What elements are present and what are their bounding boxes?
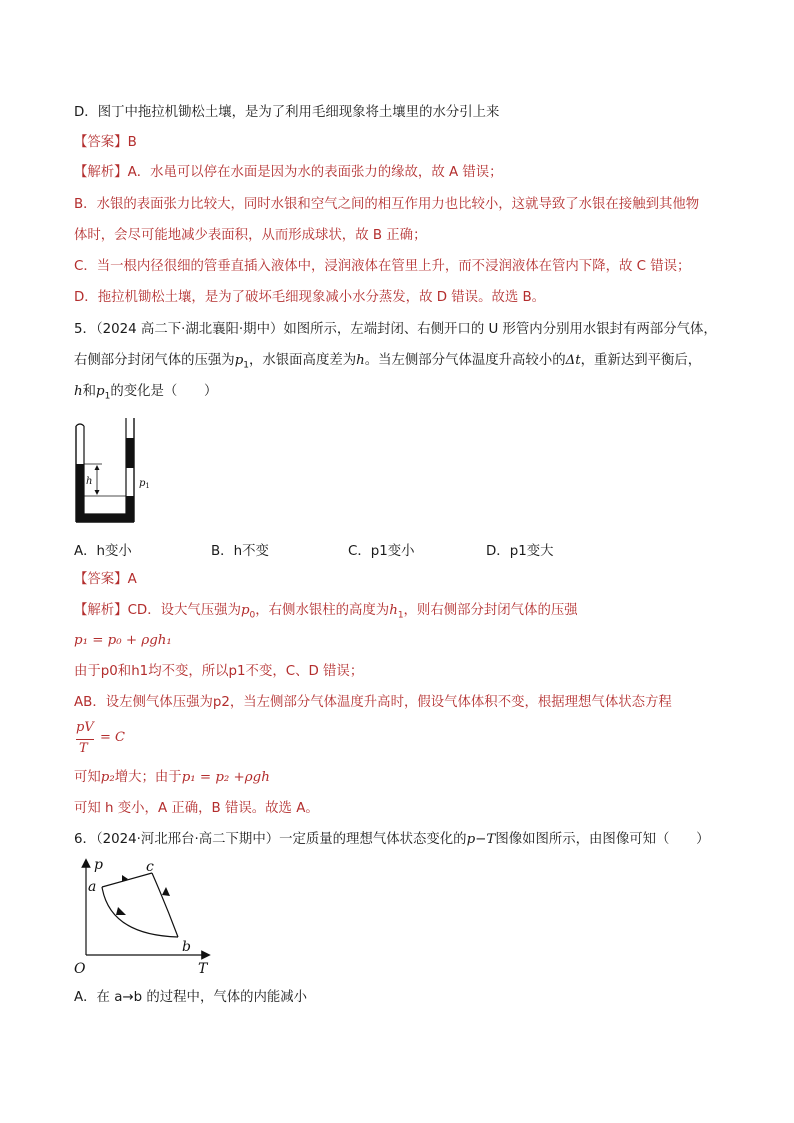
label-h: h — [86, 476, 93, 487]
answer-tag: 【答案】 — [74, 135, 128, 150]
point-a-label: a — [88, 879, 97, 895]
origin-label: O — [74, 961, 86, 977]
explain-tag: 【解析】 — [74, 165, 128, 180]
explain-4-d: D．拖拉机锄松土壤，是为了破坏毛细现象减小水分蒸发，故 D 错误。故选 B。 — [74, 290, 546, 305]
q5-option-c: C．p1变小 — [348, 544, 415, 559]
q4-option-d: D．图丁中拖拉机锄松土壤，是为了利用毛细现象将土壤里的水分引上来 — [74, 105, 500, 120]
answer-value: B — [127, 135, 137, 150]
q5-option-d: D．p1变大 — [486, 544, 554, 559]
explain-5-4: AB．设左侧气体压强为p2，当左侧部分气体温度升高时，假设气体体积不变，根据理想气体状态方程 — [74, 695, 672, 710]
explain-5-7: 可知 h 变小，A 正确，B 错误。故选 A。 — [74, 801, 319, 816]
point-b-label: b — [182, 939, 191, 955]
answer-4 — [74, 133, 137, 153]
q5-stem-3: h和$p_1$的变化是（ ） — [74, 384, 218, 402]
explain-5-6: 可知p₂增大；由于p₁ = p₂ +ρgh — [74, 770, 270, 785]
q6-option-a: A．在 a→b 的过程中，气体的内能减小 — [74, 990, 308, 1005]
explain-4-c: C．当一根内径很细的管垂直插入液体中，浸润液体在管里上升，而不浸润液体在管内下降，故 C 错误； — [74, 259, 691, 274]
axis-p-label: p — [94, 857, 103, 873]
equation-p1: p₁ = p₀ + ρgh₁ — [74, 633, 172, 648]
axis-t-label: T — [198, 961, 208, 977]
explain-5-1: 【解析】CD．设大气压强为$p_0$，右侧水银柱的高度为$h_1$，则右侧部分封闭气体的压强 — [74, 603, 578, 621]
point-c-label: c — [146, 859, 154, 875]
q5-option-b: B．h不变 — [211, 544, 269, 559]
answer-5: 【答案】A — [74, 572, 137, 587]
q5-stem-2: 右侧部分封闭气体的压强为$p_1$，水银面高度差为h。当左侧部分气体温度升高较小的Δt，重新达到平衡后， — [74, 353, 702, 371]
explain-5-3: 由于p0和h1均不变，所以p1不变，C、D 错误； — [74, 664, 364, 679]
p-t-graph — [70, 855, 220, 977]
explain-4-b1: B．水银的表面张力比较大，同时水银和空气之间的相互作用力也比较小，这就导致了水银在接触到其他物 — [74, 197, 700, 212]
q5-stem-1: 5．（2024 高二下·湖北襄阳·期中）如图所示，左端封闭、右侧开口的 U 形管内分别用水银封有两部分气体， — [74, 322, 717, 337]
explain-4-b2: 体时，会尽可能地减少表面积，从而形成球状，故 B 正确； — [74, 228, 427, 243]
label-p1: $p_1$ — [139, 478, 150, 490]
q6-stem: 6．（2024·河北邢台·高二下期中）一定质量的理想气体状态变化的p−T图像如图所示，由图像可知（ ） — [74, 832, 710, 847]
u-tube-figure — [70, 418, 170, 528]
explain-4-a: 【解析】A．水黾可以停在水面是因为水的表面张力的缘故，故 A 错误； — [74, 165, 503, 180]
q5-option-a: A．h变小 — [74, 544, 132, 559]
